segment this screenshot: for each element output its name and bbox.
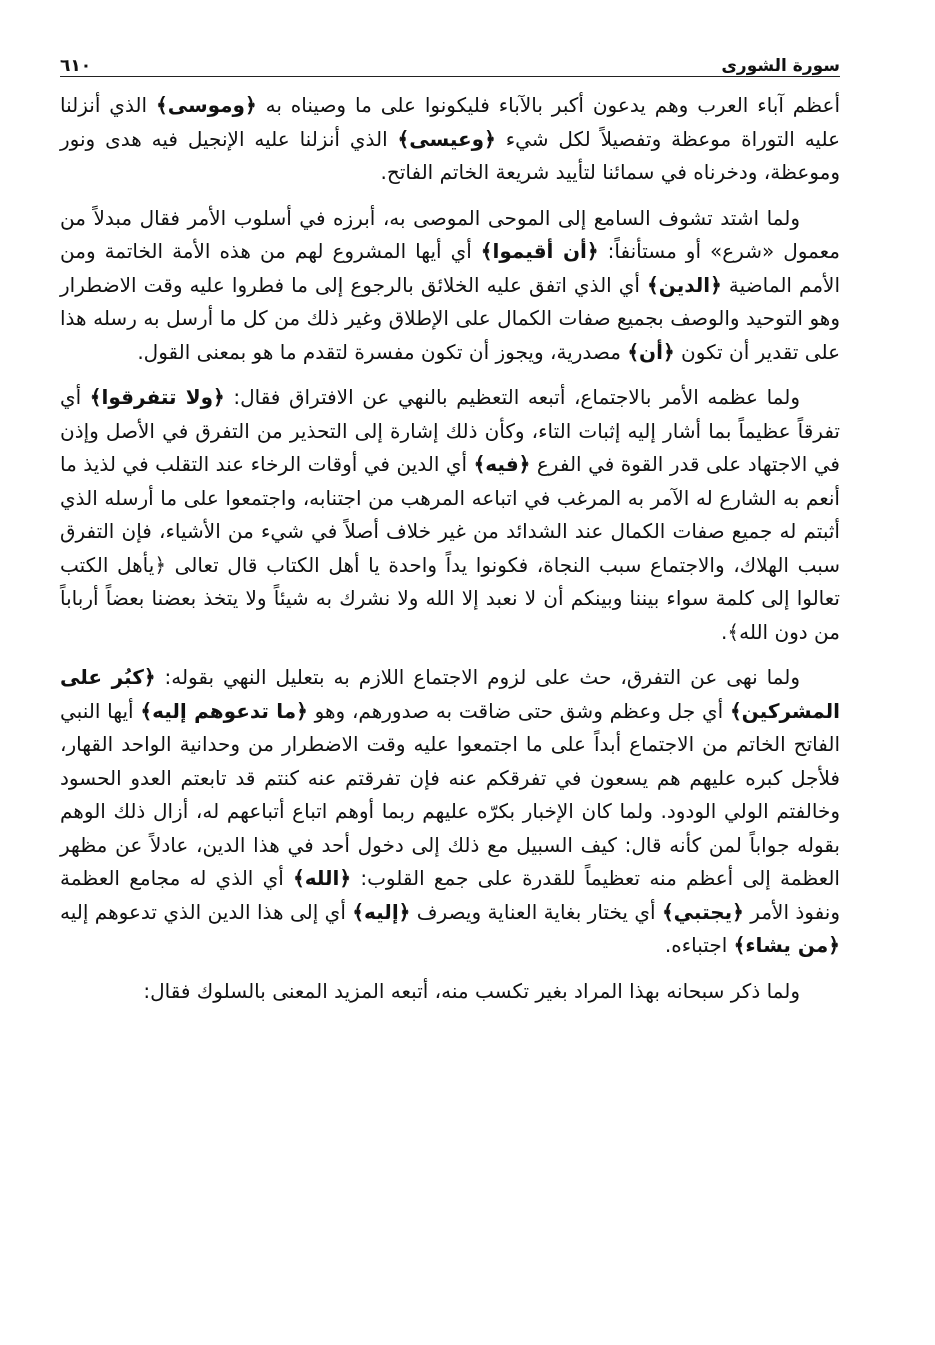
text-segment: ولما اشتد تشوف السامع إلى الموحى الموصى به، أبرزه في أسلوب الأمر فقال مبدلاً من معمول «شرع» أو مستأنفاً: [60,205,840,263]
text-segment: اجتباءه. [664,933,734,957]
text-segment: أي تفرقاً عظيماً بما أشار إليه إثبات التاء، وكأن ذلك إشارة إلى التحذير من التفرق في الأصل وإذن في الاجتهاد على قدر القوة في الفرع [60,385,840,476]
text-segment: الذي أنزلنا عليه التوراة موعظة وتفصيلاً لكل شيء [60,93,841,151]
page [60,40,840,1020]
text-segment: مصدرية، ويجوز أن تكون مفسرة لتقدم ما هو بمعنى القول. [137,339,628,364]
text-segment: أي الدين في أوقات الرخاء عند التقلب في لذيذ ما أنعم به الشارع له الآمر به المرغب في اتباعه المرهب من اجتنابه، واجتمعوا على ما أرسله الذي أثبتم له جميع صفات الكمال عند الشدائد من غير خلاف أصلاً في شيء من الأشياء، فإن التفرق سبب الهلاك، والاجتماع سبب النجاة، فكونوا يداً واحدة يا أهل الكتاب قال تعالى [60,452,840,577]
running-header [60,40,840,77]
quran-quote: ﴿فيه﴾ [473,452,531,476]
text-segment: أي يختار بغاية العناية ويصرف [410,899,662,924]
text-segment: الذي أنزلنا عليه الإنجيل فيه هدى ونور وموعظة، ودخرناه في سمائنا لتأييد شريعة الخاتم الفاتح. [60,126,840,184]
quran-quote: ﴿وموسى﴾ [156,93,257,117]
quran-quote: ﴿كبُر على المشركين﴾ [60,665,841,723]
text-segment: ولما عظمه الأمر بالاجتماع، أتبعه التعظيم بالنهي عن الافتراق فقال: [224,385,800,409]
quran-quote: ﴿الدين﴾ [647,272,722,297]
paragraph [60,89,840,190]
text-segment: ولما نهى عن التفرق، حث على لزوم الاجتماع اللازم به بتعليل النهي بقوله: [155,665,801,689]
text-segment: أعظم آباء العرب وهم يدعون أكبر بالآباء فليكونوا على ما وصيناه به [256,93,840,117]
paragraph [60,202,840,370]
quran-quote: ﴿إليه﴾ [352,899,411,924]
quran-quote: ﴿أن أقيموا﴾ [480,239,599,263]
body-text [60,89,840,1008]
quran-quote: ﴿من يشاء﴾ [733,933,840,957]
paragraph [60,975,840,1009]
text-segment: أي الذي اتفق عليه الخلائق بالرجوع إلى ما فطروا عليه وقت الاضطرار وهو التوحيد والوصف بجميع صفات الكمال على الإطلاق وغير ذلك من كل ما أرسل به رسله هذا على تقدير أن تكون [60,272,840,364]
paragraph [60,661,840,963]
text-segment: أي الذي له مجامع العظمة ونفوذ الأمر [60,866,840,924]
text-segment: أي أيها المشروع لهم من هذه الأمة الخاتمة ومن الأمم الماضية [60,239,841,297]
page-number: ٦١٠ [60,56,92,76]
surah-title: سورة الشورى [721,56,840,76]
quran-quote: ﴿وعيسى﴾ [397,126,496,151]
quran-quote: ﴿يجتبي﴾ [661,899,744,924]
paragraph [60,381,840,649]
quran-quote: ﴿ما تدعوهم إليه﴾ [140,698,308,723]
text-segment: أي جل وعظم وشق حتى ضاقت به صدورهم، وهو [307,698,730,723]
text-segment: ولما ذكر سبحانه بهذا المراد بغير تكسب منه، أتبعه المزيد المعنى بالسلوك فقال: [143,978,800,1003]
quran-quote: ﴿الله﴾ [293,866,352,890]
quran-quote: ﴿أن﴾ [627,339,675,364]
text-segment: . [721,619,728,644]
quran-quote: ﴿ولا تتفرقوا﴾ [89,385,225,409]
text-segment: أيها النبي الفاتح الخاتم من الاجتماع أبداً على ما اجتمعوا عليه وقت الاضطرار من وحدانية الواحد القهار، فلأجل كبره عليهم هم يسعون في تفرقكم عنه فإن تفرقتم عنه كنتم قد تابعتم العدو الحسود وخالفتم الولي الودود. ولما كان الإخبار بكرّه عليهم ربما أوهم اتباع أتباعهم له، أزال ذلك الوهم بقوله جواباً لمن كأنه قال: كيف السبيل مع ذلك إلى دخول أحد في هذا الدين، عادلاً عن مظهر العظمة إلى أعظم منه تعظيماً للقدرة على جمع القلوب: [60,698,840,890]
text-segment: أي إلى هذا الدين الذي تدعوهم إليه [60,899,353,924]
text-segment: ﴿يأهل الكتب تعالوا إلى كلمة سواء بيننا وبينكم أن لا نعبد إلا الله ولا نشرك به شيئاً ولا يتخذ بعضنا بعضاً أرباباً من دون الله﴾ [60,552,840,644]
